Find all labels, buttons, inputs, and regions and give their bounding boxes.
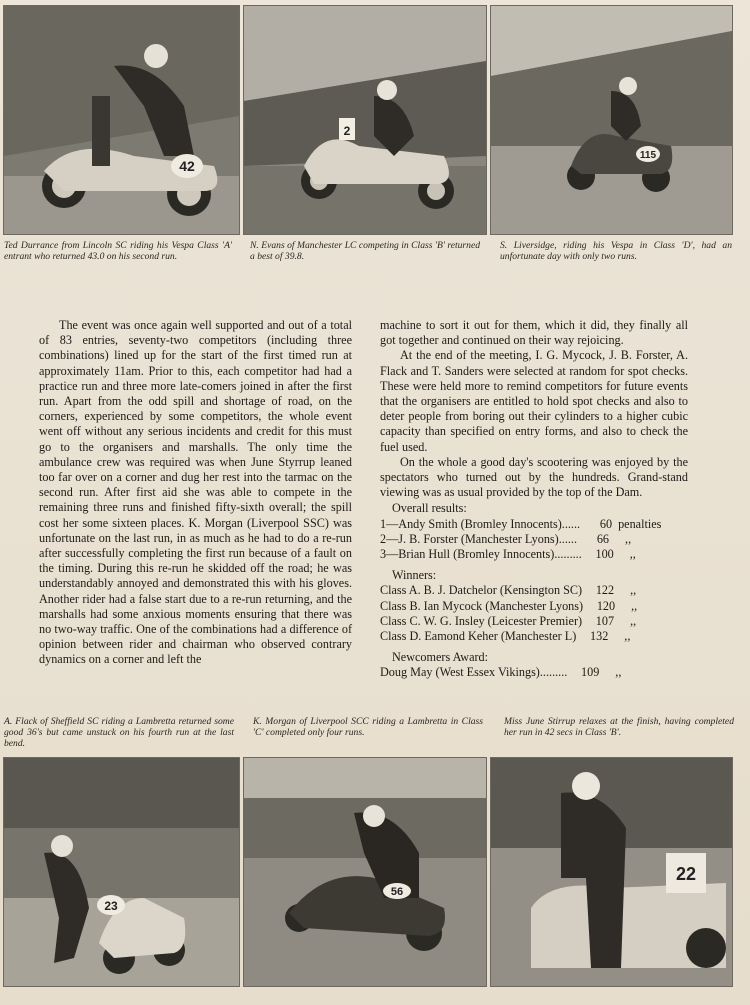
race-number-22: 22 bbox=[675, 864, 697, 884]
race-number-42: 42 bbox=[179, 158, 195, 174]
race-number-2: 2 bbox=[343, 124, 351, 138]
result-row: 3—Brian Hull (Bromley Innocents) ......... 100 ,, bbox=[380, 547, 636, 562]
winner-row: Class A. B. J. Datchelor (Kensington SC) 122 ,, bbox=[380, 583, 637, 598]
photo-june-stirrup bbox=[490, 757, 733, 987]
overall-results-label: Overall results: bbox=[392, 501, 467, 516]
article-column-left bbox=[39, 318, 352, 668]
race-number-115: 115 bbox=[639, 150, 657, 161]
winner-row: Class D. Eamond Keher (Manchester L) 132 ,, bbox=[380, 629, 631, 644]
newcomer-row: Doug May (West Essex Vikings) ......... 109 ,, bbox=[380, 665, 622, 680]
result-row: 1—Andy Smith (Bromley Innocents) ...... 60 penalties bbox=[380, 516, 662, 531]
article-column-right bbox=[380, 318, 688, 681]
article-paragraph: At the end of the meeting, I. G. Mycock, J. B. Forster, A. Flack and T. Sanders were selected at random for spot checks. These were held more to remind competitors for future events that the organisers are entitled to hold spot checks and also to deter people from boring out their cylinders to a higher cubic capacity than specified on entry forms, and also to check the fuel used. bbox=[380, 348, 688, 454]
race-number-56: 56 bbox=[390, 886, 404, 898]
caption-june-stirrup: Miss June Stirrup relaxes at the finish, having completed her run in 42 secs in Class 'B'. bbox=[504, 716, 734, 738]
result-row: 2—J. B. Forster (Manchester Lyons) ...... 66 ,, bbox=[380, 531, 632, 546]
winner-row: Class C. W. G. Insley (Leicester Premier) 107 ,, bbox=[380, 613, 637, 628]
article-paragraph: On the whole a good day's scootering was enjoyed by the spectators who turned out by the hundreds. Grand-stand viewing was as usual provided by the top of the Dam. bbox=[380, 454, 688, 500]
photo-n-evans bbox=[243, 5, 487, 235]
photo-ted-durrance bbox=[3, 5, 240, 235]
photo-a-flack bbox=[3, 757, 240, 987]
race-number-23: 23 bbox=[104, 899, 118, 913]
photo-s-liversidge bbox=[490, 5, 733, 235]
winners-label: Winners: bbox=[392, 568, 437, 583]
article-paragraph: machine to sort it out for them, which it did, they finally all got together and continued on their way rejoicing. bbox=[380, 318, 688, 348]
caption-a-flack: A. Flack of Sheffield SC riding a Lambretta returned some good 36's but came unstuck on his fourth run at the last bend. bbox=[4, 716, 234, 749]
photo-k-morgan bbox=[243, 757, 487, 987]
caption-s-liversidge: S. Liversidge, riding his Vespa in Class 'D', had an unfortunate day with only two runs. bbox=[500, 240, 732, 262]
winner-row: Class B. Ian Mycock (Manchester Lyons) 120 ,, bbox=[380, 598, 638, 613]
caption-n-evans: N. Evans of Manchester LC competing in Class 'B' returned a best of 39.8. bbox=[250, 240, 480, 262]
article-paragraph: The event was once again well supported and out of a total of 83 entries, seventy-two competitors (including three combinations) lined up for the start of the first timed run at approximately 11am. Prior to this, each competitor had had a practice run and three more late-comers joined in after the first run. Apart from the odd spill and shortage of road, on the corners, experienced by some competitors, the whole event went off without any serious incidents and credit for this must go to the organisers and marshalls. The only time the ambulance crew was required was when June Styrrup leaned too far over on a corner and dug her rest into the tarmac on the second run. After first aid she was able to compete in the remaining three runs and finished fifty-sixth overall; the spill cost her some sixteen places. K. Morgan (Liverpool SSC) was unfortunate on the last run, in as much as he had to do a re-run after successfully completing the first run because of a fault on the timing. During this re-run he skidded off the road; he was understandably annoyed and demonstrated this with his gloves. Another rider had a false start due to a re-run returning, and the marshalls had some anxious moments ensuring that there was no two-way traffic. One of the combinations had a difference of opinion between rider and chairman who observed contrary dynamics on a corner and left the bbox=[39, 318, 352, 667]
caption-ted-durrance: Ted Durrance from Lincoln SC riding his Vespa Class 'A' entrant who returned 43.0 on his second run. bbox=[4, 240, 232, 262]
caption-k-morgan: K. Morgan of Liverpool SCC riding a Lambretta in Class 'C' completed only four runs. bbox=[253, 716, 483, 738]
newcomers-award-label: Newcomers Award: bbox=[392, 650, 489, 665]
